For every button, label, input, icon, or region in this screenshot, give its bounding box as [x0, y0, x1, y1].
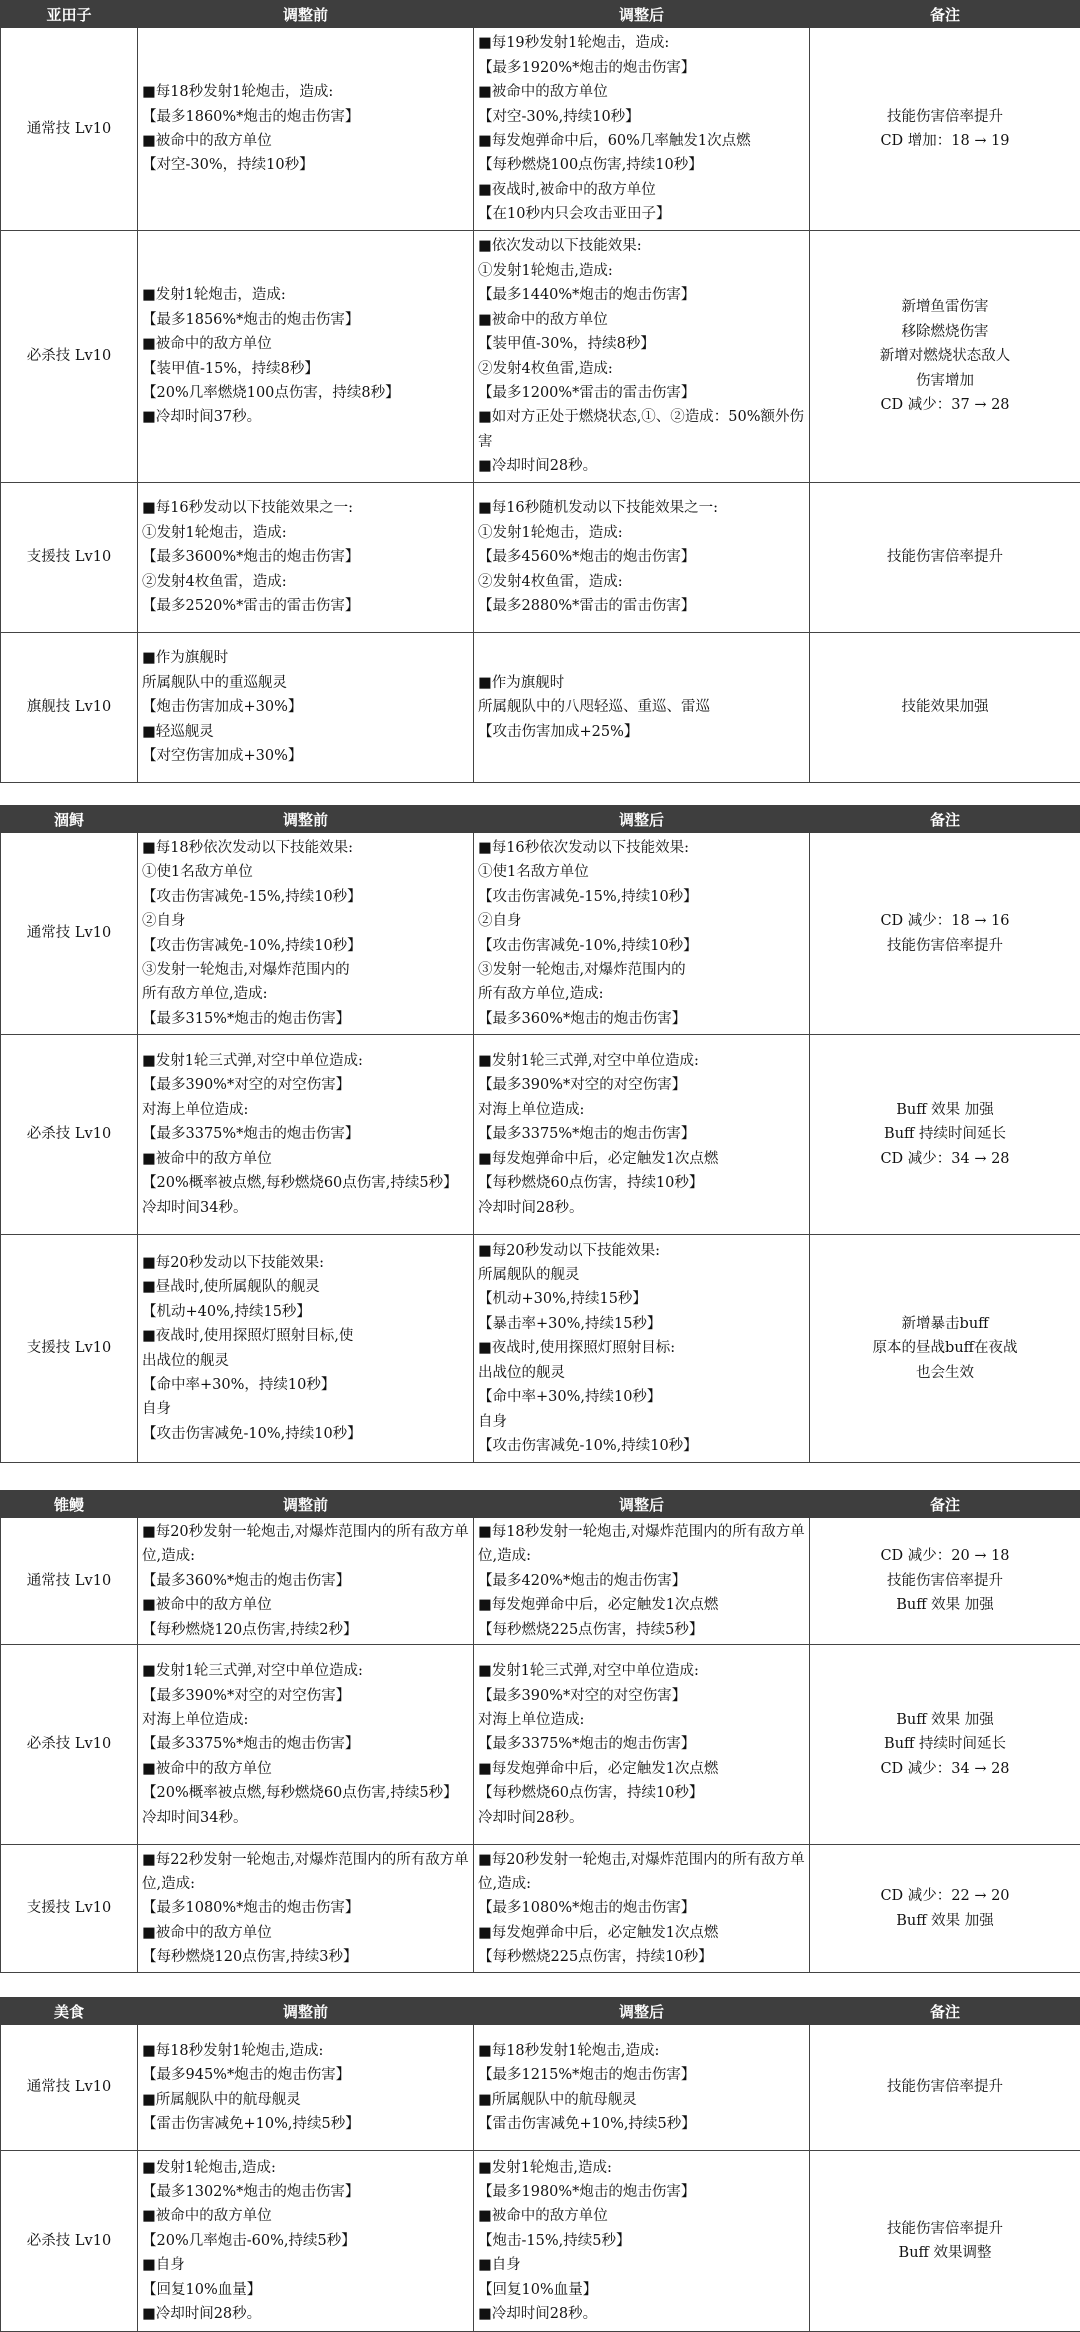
- after-line: 【最多1920%*炮击的炮击伤害】: [478, 56, 805, 80]
- before-line: ■作为旗舰时: [142, 646, 469, 670]
- note-line: 伤害增加: [814, 369, 1076, 393]
- note-line: CD 增加：18 → 19: [814, 129, 1076, 153]
- after-line: 【最多2880%*雷击的雷击伤害】: [478, 594, 805, 618]
- before-line: 【最多1302%*炮击的炮击伤害】: [142, 2180, 469, 2204]
- after-line: ■自身: [478, 2253, 805, 2277]
- before-line: ③发射一轮炮击,对爆炸范围内的: [142, 958, 469, 982]
- before-line: 【最多3375%*炮击的炮击伤害】: [142, 1122, 469, 1146]
- before-line: ■轻巡舰灵: [142, 720, 469, 744]
- after-line: ■作为旗舰时: [478, 671, 805, 695]
- after-cell: [474, 2151, 810, 2332]
- skill-name: 通常技 Lv10: [1, 2025, 138, 2151]
- after-line: 冷却时间28秒。: [478, 1196, 805, 1220]
- before-cell: [138, 231, 474, 483]
- skill-row: [1, 833, 1080, 1035]
- before-line: ②发射4枚鱼雷，造成:: [142, 570, 469, 594]
- before-line: ■冷却时间37秒。: [142, 405, 469, 429]
- ship-section-table: [0, 1490, 1080, 1973]
- before-cell: [138, 2025, 474, 2151]
- after-cell: [474, 231, 810, 483]
- note-line: 技能伤害倍率提升: [814, 545, 1076, 569]
- before-line: 对海上单位造成:: [142, 1098, 469, 1122]
- skill-name: 通常技 Lv10: [1, 1518, 138, 1645]
- after-line: ■每18秒发射1轮炮击,造成:: [478, 2039, 805, 2063]
- after-line: ■被命中的敌方单位: [478, 2204, 805, 2228]
- after-line: ②自身: [478, 909, 805, 933]
- after-line: ■每发炮弹命中后，必定触发1次点燃: [478, 1147, 805, 1171]
- ship-section-table: [0, 805, 1080, 1463]
- after-line: ■冷却时间28秒。: [478, 2302, 805, 2326]
- before-line: ■被命中的敌方单位: [142, 1593, 469, 1617]
- before-line: 冷却时间34秒。: [142, 1196, 469, 1220]
- after-line: ②发射4枚鱼雷，造成:: [478, 570, 805, 594]
- note-line: Buff 效果 加强: [814, 1593, 1076, 1617]
- after-cell: [474, 2025, 810, 2151]
- before-cell: [138, 1035, 474, 1235]
- after-line: ■夜战时,被命中的敌方单位: [478, 178, 805, 202]
- ship-name-header: 锥鳗: [1, 1491, 138, 1518]
- note-line: 技能效果加强: [814, 695, 1076, 719]
- after-line: 【攻击伤害加成+25%】: [478, 720, 805, 744]
- after-line: 【最多420%*炮击的炮击伤害】: [478, 1569, 805, 1593]
- before-line: 【机动+40%,持续15秒】: [142, 1300, 469, 1324]
- skill-row: [1, 633, 1080, 783]
- before-header: 调整前: [138, 1998, 474, 2025]
- before-line: ■夜战时,使用探照灯照射目标,使: [142, 1324, 469, 1348]
- after-line: ■每18秒发射一轮炮击,对爆炸范围内的所有敌方单位,造成:: [478, 1520, 805, 1569]
- before-cell: [138, 483, 474, 633]
- before-line: 【对空-30%，持续10秒】: [142, 153, 469, 177]
- after-cell: [474, 1645, 810, 1845]
- after-line: ■每发炮弹命中后，60%几率触发1次点燃: [478, 129, 805, 153]
- before-line: 【20%几率炮击-60%,持续5秒】: [142, 2229, 469, 2253]
- note-line: 技能伤害倍率提升: [814, 2217, 1076, 2241]
- after-line: 【每秒燃烧60点伤害，持续10秒】: [478, 1781, 805, 1805]
- before-line: 【每秒燃烧120点伤害,持续2秒】: [142, 1618, 469, 1642]
- after-line: 【暴击率+30%,持续15秒】: [478, 1312, 805, 1336]
- after-line: 【最多1215%*炮击的炮击伤害】: [478, 2063, 805, 2087]
- before-line: 【20%概率被点燃,每秒燃烧60点伤害,持续5秒】: [142, 1171, 469, 1195]
- before-line: 对海上单位造成:: [142, 1708, 469, 1732]
- before-line: 【20%几率燃烧100点伤害，持续8秒】: [142, 381, 469, 405]
- skill-name: 支援技 Lv10: [1, 1845, 138, 1973]
- before-line: ①使1名敌方单位: [142, 860, 469, 884]
- skill-row: [1, 483, 1080, 633]
- before-line: 【命中率+30%，持续10秒】: [142, 1373, 469, 1397]
- note-line: Buff 效果 加强: [814, 1909, 1076, 1933]
- ship-section-table: [0, 0, 1080, 783]
- note-line: 原本的昼战buff在夜战: [814, 1336, 1076, 1360]
- ship-section-table: [0, 1997, 1080, 2332]
- header-row: [1, 1998, 1080, 2025]
- skill-name: 必杀技 Lv10: [1, 1035, 138, 1235]
- after-line: 【最多4560%*炮击的炮击伤害】: [478, 545, 805, 569]
- before-line: 【最多390%*对空的对空伤害】: [142, 1073, 469, 1097]
- note-line: 技能伤害倍率提升: [814, 1569, 1076, 1593]
- before-line: ■每18秒发射1轮炮击,造成:: [142, 2039, 469, 2063]
- note-header: 备注: [810, 1998, 1080, 2025]
- after-line: 【每秒燃烧225点伤害，持续10秒】: [478, 1945, 805, 1969]
- skill-name: 必杀技 Lv10: [1, 2151, 138, 2332]
- before-line: 【攻击伤害减免-10%,持续10秒】: [142, 1422, 469, 1446]
- note-line: Buff 持续时间延长: [814, 1732, 1076, 1756]
- skill-row: [1, 1235, 1080, 1463]
- ship-name-header: 美食: [1, 1998, 138, 2025]
- before-line: 冷却时间34秒。: [142, 1806, 469, 1830]
- note-line: Buff 效果 加强: [814, 1098, 1076, 1122]
- before-cell: [138, 1235, 474, 1463]
- after-line: ■夜战时,使用探照灯照射目标:: [478, 1336, 805, 1360]
- note-line: CD 减少：18 → 16: [814, 909, 1076, 933]
- before-line: 【雷击伤害减免+10%,持续5秒】: [142, 2112, 469, 2136]
- after-line: 【最多1980%*炮击的炮击伤害】: [478, 2180, 805, 2204]
- before-line: ■被命中的敌方单位: [142, 1147, 469, 1171]
- before-line: 【最多360%*炮击的炮击伤害】: [142, 1569, 469, 1593]
- after-line: 【机动+30%,持续15秒】: [478, 1287, 805, 1311]
- after-line: 【攻击伤害减免-10%,持续10秒】: [478, 1434, 805, 1458]
- after-line: ■每发炮弹命中后，必定触发1次点燃: [478, 1921, 805, 1945]
- after-line: ■每发炮弹命中后，必定触发1次点燃: [478, 1757, 805, 1781]
- before-line: ■每20秒发动以下技能效果:: [142, 1251, 469, 1275]
- after-line: ■每20秒发射一轮炮击,对爆炸范围内的所有敌方单位,造成:: [478, 1848, 805, 1897]
- note-line: CD 减少：22 → 20: [814, 1884, 1076, 1908]
- skill-name: 必杀技 Lv10: [1, 231, 138, 483]
- after-line: 【最多1200%*雷击的雷击伤害】: [478, 381, 805, 405]
- before-line: ■每18秒依次发动以下技能效果:: [142, 836, 469, 860]
- after-line: 【每秒燃烧225点伤害，持续5秒】: [478, 1618, 805, 1642]
- before-line: ■发射1轮炮击,造成:: [142, 2156, 469, 2180]
- after-line: 所属舰队中的八咫轻巡、重巡、雷巡: [478, 695, 805, 719]
- after-cell: [474, 1845, 810, 1973]
- after-line: ■冷却时间28秒。: [478, 454, 805, 478]
- after-line: 【装甲值-30%，持续8秒】: [478, 332, 805, 356]
- note-line: CD 减少：34 → 28: [814, 1757, 1076, 1781]
- note-line: CD 减少：20 → 18: [814, 1544, 1076, 1568]
- before-line: ■发射1轮炮击，造成:: [142, 283, 469, 307]
- before-cell: [138, 1645, 474, 1845]
- after-header: 调整后: [474, 1998, 810, 2025]
- before-line: 【最多1856%*炮击的炮击伤害】: [142, 308, 469, 332]
- before-line: 出战位的舰灵: [142, 1349, 469, 1373]
- note-line: 移除燃烧伤害: [814, 320, 1076, 344]
- note-line: 技能伤害倍率提升: [814, 105, 1076, 129]
- note-cell: [810, 1035, 1080, 1235]
- note-header: 备注: [810, 806, 1080, 833]
- note-cell: [810, 1645, 1080, 1845]
- skill-row: [1, 1035, 1080, 1235]
- after-line: ①发射1轮炮击,造成:: [478, 259, 805, 283]
- note-header: 备注: [810, 1491, 1080, 1518]
- note-line: CD 减少：37 → 28: [814, 393, 1076, 417]
- note-line: 新增对燃烧状态敌人: [814, 344, 1076, 368]
- skill-row: [1, 1518, 1080, 1645]
- before-line: 【对空伤害加成+30%】: [142, 744, 469, 768]
- skill-row: [1, 2151, 1080, 2332]
- note-cell: [810, 1235, 1080, 1463]
- after-line: 【雷击伤害减免+10%,持续5秒】: [478, 2112, 805, 2136]
- note-cell: [810, 1845, 1080, 1973]
- after-line: ③发射一轮炮击,对爆炸范围内的: [478, 958, 805, 982]
- after-line: 【最多360%*炮击的炮击伤害】: [478, 1007, 805, 1031]
- before-line: 【20%概率被点燃,每秒燃烧60点伤害,持续5秒】: [142, 1781, 469, 1805]
- after-line: 对海上单位造成:: [478, 1708, 805, 1732]
- before-cell: [138, 1845, 474, 1973]
- note-line: 新增鱼雷伤害: [814, 295, 1076, 319]
- before-line: ■每18秒发射1轮炮击，造成:: [142, 80, 469, 104]
- before-line: 所属舰队中的重巡舰灵: [142, 671, 469, 695]
- header-row: [1, 806, 1080, 833]
- before-line: 【最多3600%*炮击的炮击伤害】: [142, 545, 469, 569]
- after-line: 【最多3375%*炮击的炮击伤害】: [478, 1122, 805, 1146]
- after-line: 【最多1440%*炮击的炮击伤害】: [478, 283, 805, 307]
- skill-row: [1, 1645, 1080, 1845]
- ship-name-header: 亚田子: [1, 1, 138, 28]
- before-line: ■每20秒发射一轮炮击,对爆炸范围内的所有敌方单位,造成:: [142, 1520, 469, 1569]
- after-line: 【炮击-15%,持续5秒】: [478, 2229, 805, 2253]
- skill-name: 通常技 Lv10: [1, 833, 138, 1035]
- after-cell: [474, 633, 810, 783]
- before-line: 【最多3375%*炮击的炮击伤害】: [142, 1732, 469, 1756]
- before-line: 【攻击伤害减免-15%,持续10秒】: [142, 885, 469, 909]
- after-line: ②发射4枚鱼雷,造成:: [478, 357, 805, 381]
- skill-name: 必杀技 Lv10: [1, 1645, 138, 1845]
- skill-name: 支援技 Lv10: [1, 1235, 138, 1463]
- before-line: 【最多945%*炮击的炮击伤害】: [142, 2063, 469, 2087]
- before-line: 【攻击伤害减免-10%,持续10秒】: [142, 934, 469, 958]
- before-line: ■所属舰队中的航母舰灵: [142, 2088, 469, 2112]
- before-line: 自身: [142, 1397, 469, 1421]
- before-line: ■冷却时间28秒。: [142, 2302, 469, 2326]
- before-cell: [138, 1518, 474, 1645]
- before-cell: [138, 28, 474, 231]
- note-line: Buff 效果 加强: [814, 1708, 1076, 1732]
- after-line: 自身: [478, 1410, 805, 1434]
- before-line: ②自身: [142, 909, 469, 933]
- skill-row: [1, 2025, 1080, 2151]
- after-line: 所属舰队的舰灵: [478, 1263, 805, 1287]
- before-line: ①发射1轮炮击，造成:: [142, 521, 469, 545]
- before-cell: [138, 633, 474, 783]
- header-row: [1, 1491, 1080, 1518]
- after-line: 【最多390%*对空的对空伤害】: [478, 1684, 805, 1708]
- before-cell: [138, 2151, 474, 2332]
- note-line: Buff 效果调整: [814, 2241, 1076, 2265]
- after-line: ①使1名敌方单位: [478, 860, 805, 884]
- before-line: 【最多390%*对空的对空伤害】: [142, 1684, 469, 1708]
- note-cell: [810, 2025, 1080, 2151]
- after-line: 【最多390%*对空的对空伤害】: [478, 1073, 805, 1097]
- before-line: 【最多1080%*炮击的炮击伤害】: [142, 1896, 469, 1920]
- after-line: 出战位的舰灵: [478, 1361, 805, 1385]
- after-line: ■被命中的敌方单位: [478, 308, 805, 332]
- note-cell: [810, 2151, 1080, 2332]
- before-line: ■自身: [142, 2253, 469, 2277]
- skill-row: [1, 231, 1080, 483]
- skill-row: [1, 28, 1080, 231]
- after-line: ■如对方正处于燃烧状态,①、②造成：50%额外伤害: [478, 405, 805, 454]
- skill-row: [1, 1845, 1080, 1973]
- after-header: 调整后: [474, 1, 810, 28]
- note-line: CD 减少：34 → 28: [814, 1147, 1076, 1171]
- note-line: 技能伤害倍率提升: [814, 934, 1076, 958]
- after-header: 调整后: [474, 1491, 810, 1518]
- note-cell: [810, 1518, 1080, 1645]
- before-header: 调整前: [138, 806, 474, 833]
- note-cell: [810, 483, 1080, 633]
- after-line: 冷却时间28秒。: [478, 1806, 805, 1830]
- note-line: 技能伤害倍率提升: [814, 2075, 1076, 2099]
- note-line: 也会生效: [814, 1361, 1076, 1385]
- after-line: 【对空-30%,持续10秒】: [478, 105, 805, 129]
- before-line: 【炮击伤害加成+30%】: [142, 695, 469, 719]
- note-cell: [810, 231, 1080, 483]
- after-line: ①发射1轮炮击，造成:: [478, 521, 805, 545]
- before-line: ■被命中的敌方单位: [142, 332, 469, 356]
- before-line: 【每秒燃烧120点伤害,持续3秒】: [142, 1945, 469, 1969]
- after-line: 【最多1080%*炮击的炮击伤害】: [478, 1896, 805, 1920]
- after-cell: [474, 483, 810, 633]
- before-line: 【最多315%*炮击的炮击伤害】: [142, 1007, 469, 1031]
- after-line: ■被命中的敌方单位: [478, 80, 805, 104]
- after-line: 对海上单位造成:: [478, 1098, 805, 1122]
- after-line: 【命中率+30%,持续10秒】: [478, 1385, 805, 1409]
- after-line: 【攻击伤害减免-15%,持续10秒】: [478, 885, 805, 909]
- before-line: ■每16秒发动以下技能效果之一:: [142, 496, 469, 520]
- after-line: ■每20秒发动以下技能效果:: [478, 1239, 805, 1263]
- before-header: 调整前: [138, 1, 474, 28]
- before-cell: [138, 833, 474, 1035]
- after-line: ■发射1轮三式弹,对空中单位造成:: [478, 1659, 805, 1683]
- after-line: 【攻击伤害减免-10%,持续10秒】: [478, 934, 805, 958]
- before-line: ■每22秒发射一轮炮击,对爆炸范围内的所有敌方单位,造成:: [142, 1848, 469, 1897]
- before-line: 【最多1860%*炮击的炮击伤害】: [142, 105, 469, 129]
- after-line: ■所属舰队中的航母舰灵: [478, 2088, 805, 2112]
- after-cell: [474, 28, 810, 231]
- before-line: ■被命中的敌方单位: [142, 1757, 469, 1781]
- note-header: 备注: [810, 1, 1080, 28]
- before-line: ■被命中的敌方单位: [142, 2204, 469, 2228]
- after-line: ■发射1轮炮击,造成:: [478, 2156, 805, 2180]
- after-line: 【回复10%血量】: [478, 2278, 805, 2302]
- before-line: ■发射1轮三式弹,对空中单位造成:: [142, 1049, 469, 1073]
- note-cell: [810, 633, 1080, 783]
- note-cell: [810, 28, 1080, 231]
- after-header: 调整后: [474, 806, 810, 833]
- after-cell: [474, 1035, 810, 1235]
- after-line: ■依次发动以下技能效果:: [478, 234, 805, 258]
- skill-name: 旗舰技 Lv10: [1, 633, 138, 783]
- after-line: ■每19秒发射1轮炮击，造成:: [478, 31, 805, 55]
- after-cell: [474, 1518, 810, 1645]
- after-line: 【最多3375%*炮击的炮击伤害】: [478, 1732, 805, 1756]
- after-cell: [474, 833, 810, 1035]
- after-line: ■发射1轮三式弹,对空中单位造成:: [478, 1049, 805, 1073]
- note-line: Buff 持续时间延长: [814, 1122, 1076, 1146]
- after-line: 【每秒燃烧100点伤害,持续10秒】: [478, 153, 805, 177]
- before-line: 所有敌方单位,造成:: [142, 982, 469, 1006]
- before-header: 调整前: [138, 1491, 474, 1518]
- before-line: ■昼战时,使所属舰队的舰灵: [142, 1275, 469, 1299]
- before-line: 【最多2520%*雷击的雷击伤害】: [142, 594, 469, 618]
- after-line: 【每秒燃烧60点伤害，持续10秒】: [478, 1171, 805, 1195]
- before-line: ■发射1轮三式弹,对空中单位造成:: [142, 1659, 469, 1683]
- before-line: ■被命中的敌方单位: [142, 1921, 469, 1945]
- note-cell: [810, 833, 1080, 1035]
- note-line: 新增暴击buff: [814, 1312, 1076, 1336]
- header-row: [1, 1, 1080, 28]
- before-line: ■被命中的敌方单位: [142, 129, 469, 153]
- after-line: ■每发炮弹命中后，必定触发1次点燃: [478, 1593, 805, 1617]
- after-cell: [474, 1235, 810, 1463]
- after-line: 【在10秒内只会攻击亚田子】: [478, 202, 805, 226]
- ship-name-header: 涸鲟: [1, 806, 138, 833]
- before-line: 【装甲值-15%，持续8秒】: [142, 357, 469, 381]
- after-line: ■每16秒依次发动以下技能效果:: [478, 836, 805, 860]
- before-line: 【回复10%血量】: [142, 2278, 469, 2302]
- skill-name: 通常技 Lv10: [1, 28, 138, 231]
- after-line: ■每16秒随机发动以下技能效果之一:: [478, 496, 805, 520]
- after-line: 所有敌方单位,造成:: [478, 982, 805, 1006]
- skill-name: 支援技 Lv10: [1, 483, 138, 633]
